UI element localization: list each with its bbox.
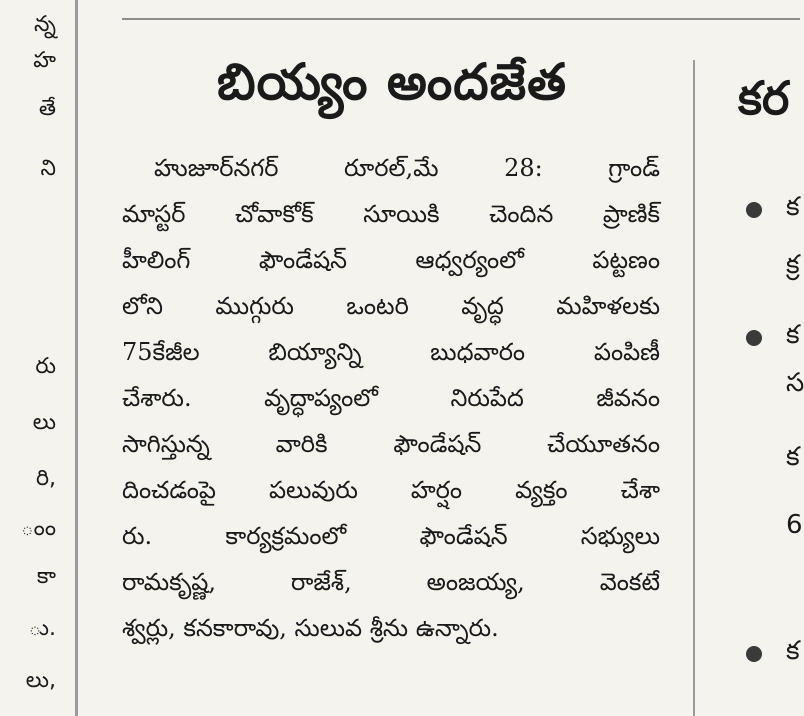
article-body-line: హుజూర్‌నగర్ రూరల్,మే 28: గ్రాండ్ bbox=[154, 154, 660, 182]
top-rule bbox=[122, 18, 800, 20]
right-text-fragment: స bbox=[786, 368, 804, 398]
left-text-line: ంం bbox=[20, 516, 56, 541]
right-text-fragment: క bbox=[786, 192, 800, 222]
right-adjacent-column bbox=[700, 0, 804, 716]
left-text-line: తే bbox=[38, 96, 56, 121]
bullet-icon bbox=[746, 330, 762, 346]
article-body-line: లోని ముగ్గురు ఒంటరి వృద్ధ మహిళలకు bbox=[122, 292, 660, 320]
right-column-heading: కర bbox=[738, 71, 790, 125]
article-headline: బియ్యం అందజేత bbox=[217, 53, 567, 111]
left-text-line: రి, bbox=[35, 466, 56, 491]
column-divider-right bbox=[693, 60, 695, 716]
article-body-line: రు. కార్యక్రమంలో ఫౌండేషన్ సభ్యులు bbox=[122, 522, 660, 550]
article-body bbox=[122, 145, 660, 651]
article-body-line: 75కేజీల బియ్యాన్ని బుధవారం పంపిణీ bbox=[122, 338, 660, 366]
right-text-fragment: క్ర bbox=[786, 250, 800, 280]
right-text-fragment: క bbox=[786, 442, 800, 472]
left-text-line: హ bbox=[33, 48, 56, 73]
left-text-line: లు, bbox=[25, 668, 56, 693]
column-divider-left bbox=[75, 0, 78, 716]
article-body-line: శ్వర్లు, కనకారావు, సులువ శ్రీను ఉన్నారు. bbox=[122, 614, 499, 642]
bullet-icon bbox=[746, 646, 762, 662]
article-body-line: హీలింగ్ ఫౌండేషన్ ఆధ్వర్యంలో పట్టణం bbox=[122, 246, 660, 274]
right-text-fragment: క bbox=[786, 320, 800, 350]
left-text-line: ని bbox=[40, 156, 56, 181]
article-body-line: దించడంపై పలువురు హర్షం వ్యక్తం చేశా bbox=[122, 476, 660, 504]
article-body-line: సాగిస్తున్న వారికి ఫౌండేషన్ చేయూతనం bbox=[122, 430, 660, 458]
left-text-line: న్న bbox=[34, 12, 56, 37]
right-text-fragment: 6 bbox=[786, 510, 803, 540]
article-body-line: రామకృష్ణ, రాజేశ్, అంజయ్య, వెంకటే bbox=[122, 568, 660, 596]
left-text-line: రు bbox=[35, 354, 56, 379]
left-text-line: లు bbox=[32, 410, 56, 435]
article-body-line: మాస్టర్ చోవాకోక్ సూయికి చెందిన ప్రాణిక్ bbox=[122, 200, 660, 228]
left-adjacent-column bbox=[0, 0, 62, 716]
left-text-line: ు. bbox=[28, 616, 56, 641]
article-body-line: చేశారు. వృద్ధాప్యంలో నిరుపేద జీవనం bbox=[122, 384, 660, 412]
left-text-line: కా bbox=[36, 564, 56, 589]
right-text-fragment: క bbox=[786, 636, 800, 666]
bullet-icon bbox=[746, 202, 762, 218]
